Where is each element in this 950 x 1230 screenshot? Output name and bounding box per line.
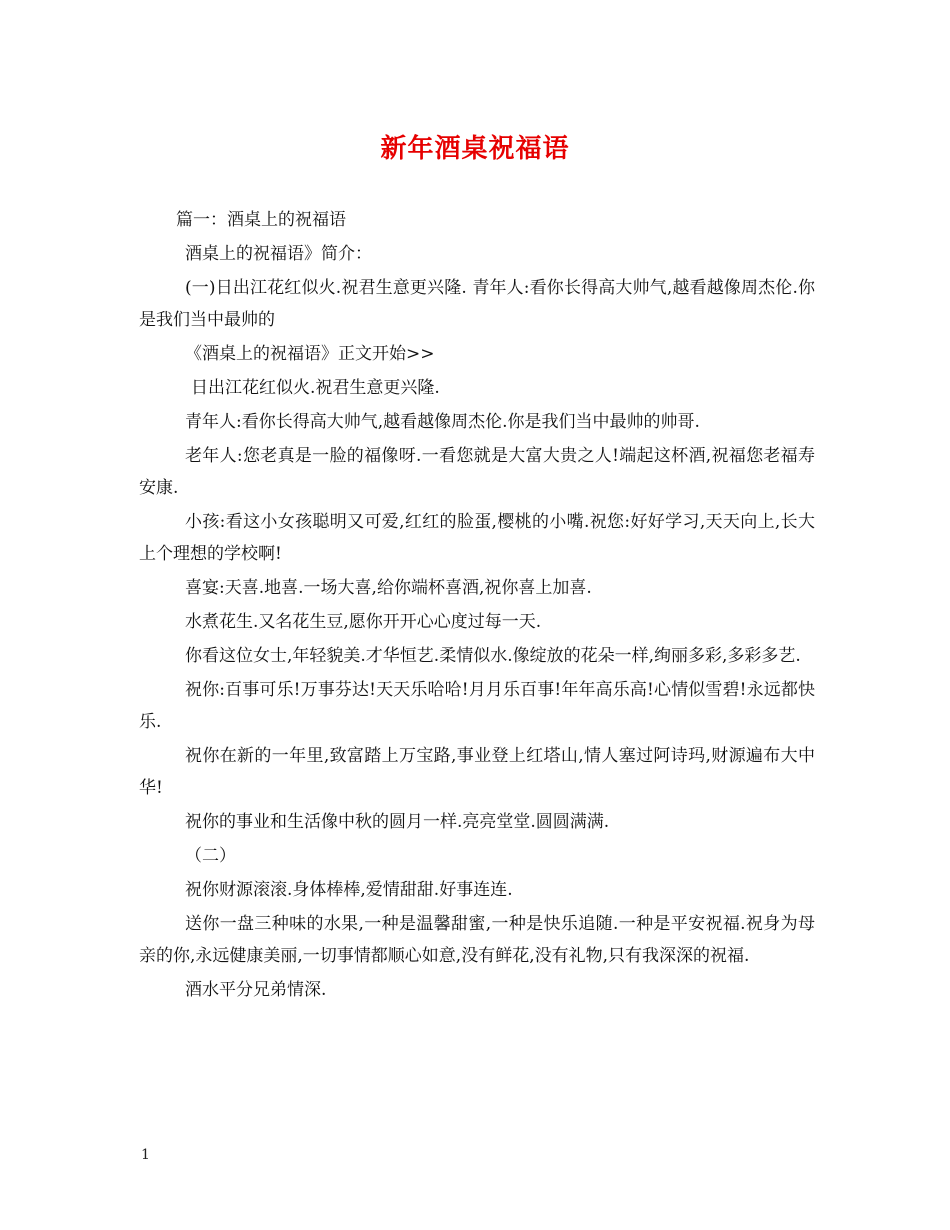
page-number: 1 [141, 1147, 150, 1163]
paragraph: （二） [185, 846, 236, 866]
paragraph: 水煮花生.又名花生豆,愿你开开心心度过每一天. [185, 612, 542, 632]
document-title: 新年酒桌祝福语 [380, 134, 570, 164]
paragraph: 祝你的事业和生活像中秋的圆月一样.亮亮堂堂.圆圆满满. [185, 812, 610, 832]
paragraph: 小孩:看这小女孩聪明又可爱,红红的脸蛋,樱桃的小嘴.祝您:好好学习,天天向上,长大上个理想的学校啊! [139, 512, 815, 564]
paragraph: 酒桌上的祝福语》简介： [185, 244, 372, 264]
paragraph: 你看这位女士,年轻貌美.才华恒艺.柔情似水.像绽放的花朵一样,绚丽多彩,多彩多艺. [185, 646, 801, 666]
document-body [139, 204, 815, 1008]
paragraph: (一)日出江花红似火.祝君生意更兴隆. 青年人:看你长得高大帅气,越看越像周杰伦.你是我们当中最帅的 [139, 278, 815, 330]
paragraph: 《酒桌上的祝福语》正文开始>> [185, 344, 435, 364]
paragraph: 日出江花红似火.祝君生意更兴隆. [191, 378, 440, 398]
paragraph: 送你一盘三种味的水果,一种是温馨甜蜜,一种是快乐追随.一种是平安祝福.祝身为母亲的你,永远健康美丽,一切事情都顺心如意,没有鲜花,没有礼物,只有我深深的祝福. [139, 914, 815, 966]
paragraph: 喜宴:天喜.地喜.一场大喜,给你端杯喜酒,祝你喜上加喜. [185, 578, 592, 598]
paragraph: 篇一：酒桌上的祝福语 [176, 210, 346, 230]
paragraph: 酒水平分兄弟情深. [185, 980, 327, 1000]
paragraph: 祝你在新的一年里,致富踏上万宝路,事业登上红塔山,情人塞过阿诗玛,财源遍布大中华! [139, 746, 815, 798]
paragraph: 青年人:看你长得高大帅气,越看越像周杰伦.你是我们当中最帅的帅哥. [185, 412, 700, 432]
paragraph: 老年人:您老真是一脸的福像呀.一看您就是大富大贵之人!端起这杯酒,祝福您老福寿安康. [139, 446, 815, 498]
paragraph: 祝你财源滚滚.身体棒棒,爱情甜甜.好事连连. [185, 880, 513, 900]
paragraph: 祝你:百事可乐!万事芬达!天天乐哈哈!月月乐百事!年年高乐高!心情似雪碧!永远都快乐. [139, 680, 815, 732]
